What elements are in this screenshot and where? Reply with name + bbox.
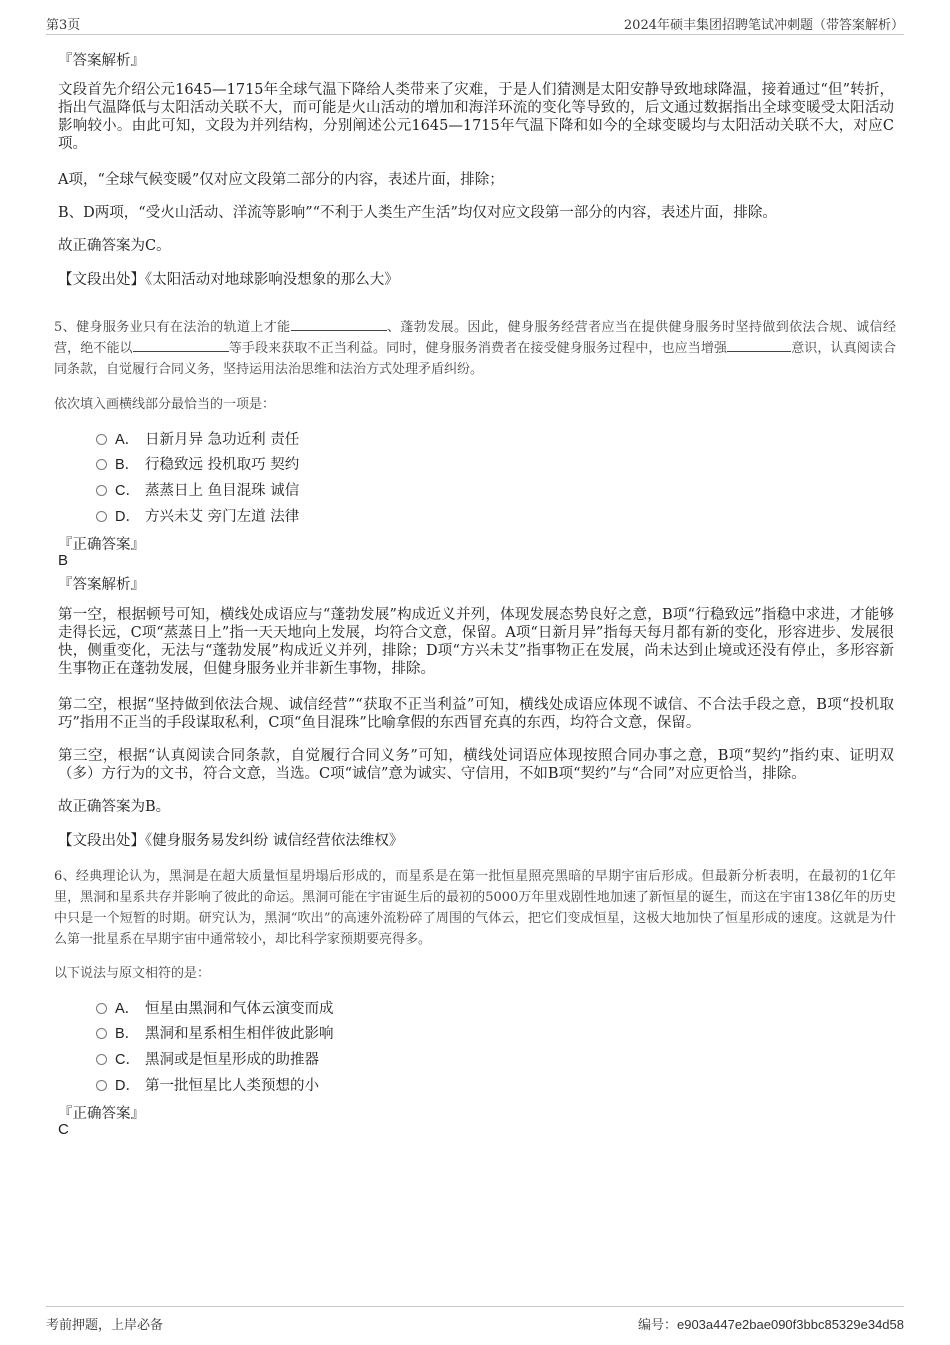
radio-icon[interactable]	[96, 1054, 107, 1065]
radio-icon[interactable]	[96, 511, 107, 522]
document-title: 2024年硕丰集团招聘笔试冲刺题（带答案解析）	[623, 18, 904, 33]
q6-option-c[interactable]: C． 黑洞或是恒星形成的助推器	[96, 1048, 319, 1068]
q4-analysis-p2: A项，“全球气候变暖”仅对应文段第二部分的内容，表述片面，排除；	[58, 172, 504, 188]
q5-option-b[interactable]: B． 行稳致远 投机取巧 契约	[96, 453, 299, 473]
page-number: 第3页	[46, 18, 81, 33]
radio-icon[interactable]	[96, 1028, 107, 1039]
radio-icon[interactable]	[96, 1003, 107, 1014]
q5-stem: 5、健身服务业只有在法治的轨道上才能 、蓬勃发展。因此，健身服务经营者应当在提供健身服务时坚持做到依法合规、诚信经营，绝不能以 等手段来获取不正当利益。同时，健身服务消费者在接受健身服务过程中，也应当增强 意识，认真阅读合同条款，自觉履行合同义务，坚持运用法治思维和法治方式处理矛盾纠纷。	[54, 320, 896, 377]
radio-icon[interactable]	[96, 459, 107, 470]
q5-option-a[interactable]: A． 日新月异 急功近利 责任	[96, 428, 299, 448]
q5-blank-3	[727, 339, 791, 352]
footer-slogan: 考前押题，上岸必备	[46, 1318, 164, 1333]
page-header	[46, 12, 904, 35]
q4-analysis-p1: 文段首先介绍公元1645—1715年全球气温下降给人类带来了灾难，于是人们猜测是太阳安静导致地球降温，接着通过“但”转折，指出气温降低与太阳活动关联不大，而可能是火山活动的增加和海洋环流的变化等导致的，后文通过数据指出全球变暖受太阳活动影响较小。由此可知，文段为并列结构，分别阐述公元1645—1715年气温下降和如今的全球变暖均与太阳活动关联不大，对应C项。	[58, 82, 894, 152]
q5-analysis-a1: 第一空，根据顿号可知，横线处成语应与“蓬勃发展”构成近义并列，体现发展态势良好之意，B项“行稳致远”指稳中求进，才能够走得长远，C项“蒸蒸日上”指一天天地向上发展，均符合文意，保留。A项“日新月异”指每天每月都有新的变化，形容进步、发展很快，侧重变化，无法与“蓬勃发展”构成近义并列，排除；D项“方兴未艾”指事物正在发展，尚未达到止境或还没有停止，多形容新生事物正在蓬勃发展，但健身服务业并非新生事物，排除。	[58, 607, 894, 677]
radio-icon[interactable]	[96, 485, 107, 496]
q6-answer-label: 『正确答案』	[58, 1106, 145, 1122]
q6-option-a[interactable]: A． 恒星由黑洞和气体云演变而成	[96, 997, 334, 1017]
q5-prompt: 依次填入画横线部分最恰当的一项是：	[54, 397, 276, 412]
q6-answer: C	[58, 1121, 69, 1138]
q5-blank-1	[291, 318, 387, 331]
q5-conclusion: 故正确答案为B。	[58, 799, 171, 815]
q6-prompt: 以下说法与原文相符的是：	[54, 966, 211, 981]
q4-conclusion: 故正确答案为C。	[58, 238, 171, 254]
footer-code: 编号：e903a447e2bae090f3bbc85329e34d58	[637, 1317, 904, 1333]
q5-analysis-a3: 第三空，根据“认真阅读合同条款，自觉履行合同义务”可知，横线处词语应体现按照合同办事之意，B项“契约”指约束、证明双（多）方行为的文书，符合文意，当选。C项“诚信”意为诚实、守信用，不如B项“契约”与“合同”对应更恰当，排除。	[58, 748, 894, 782]
q4-analysis-p3: B、D两项，“受火山活动、洋流等影响”“不利于人类生产生活”均仅对应文段第一部分的内容，表述片面，排除。	[58, 205, 777, 221]
q6-stem: 6、经典理论认为，黑洞是在超大质量恒星坍塌后形成的，而星系是在第一批恒星照亮黑暗的早期宇宙后形成。但最新分析表明，在最初的1亿年里，黑洞和星系共存并影响了彼此的命运。黑洞可能在宇宙诞生后的最初的5000万年里戏剧性地加速了新恒星的诞生，而这在宇宙138亿年的历史中只是一个短暂的时期。研究认为，黑洞“吹出”的高速外流粉碎了周围的气体云，把它们变成恒星，这极大地加快了恒星形成的速度。这就是为什么第一批星系在早期宇宙中通常较小，却比科学家预期要亮得多。	[54, 869, 896, 947]
q5-blank-2	[133, 339, 229, 352]
q4-source: 【文段出处】《太阳活动对地球影响没想象的那么大》	[58, 272, 399, 288]
q5-analysis-a2: 第二空，根据“坚持做到依法合规、诚信经营”“获取不正当利益”可知，横线处成语应体现不诚信、不合法手段之意，B项“投机取巧”指用不正当的手段谋取私利，C项“鱼目混珠”比喻拿假的东西冒充真的东西，均符合文意，保留。	[58, 697, 894, 731]
q5-analysis-label: 『答案解析』	[58, 577, 145, 593]
q5-option-d[interactable]: D． 方兴未艾 旁门左道 法律	[96, 505, 299, 525]
radio-icon[interactable]	[96, 1080, 107, 1091]
q5-answer: B	[58, 552, 69, 569]
q6-option-b[interactable]: B． 黑洞和星系相生相伴彼此影响	[96, 1022, 334, 1042]
page-footer	[46, 1306, 904, 1337]
q5-option-c[interactable]: C． 蒸蒸日上 鱼目混珠 诚信	[96, 479, 299, 499]
q6-option-d[interactable]: D． 第一批恒星比人类预想的小	[96, 1074, 319, 1094]
q5-source: 【文段出处】《健身服务易发纠纷 诚信经营依法维权》	[58, 833, 404, 849]
q5-answer-label: 『正确答案』	[58, 537, 145, 553]
q4-analysis-label: 『答案解析』	[58, 53, 145, 69]
radio-icon[interactable]	[96, 434, 107, 445]
